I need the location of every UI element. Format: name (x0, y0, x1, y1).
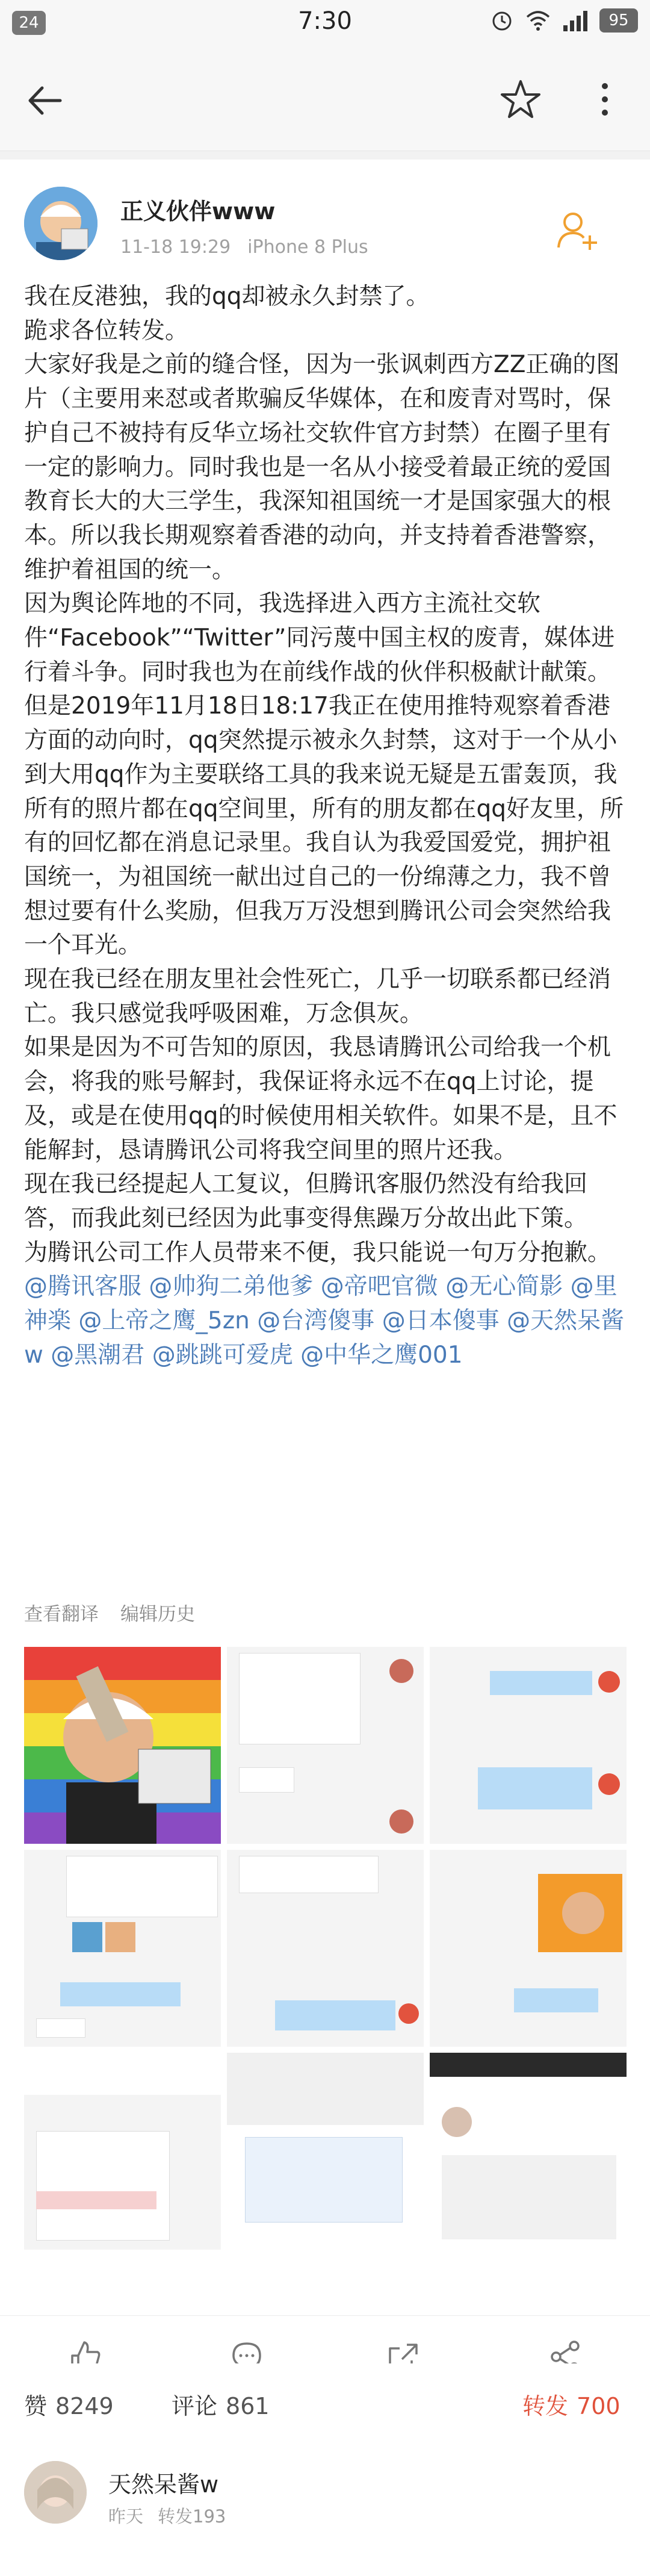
post-paragraph: 大家好我是之前的缝合怪，因为一张讽刺西方ZZ正确的图片（主要用来怼或者欺骗反华媒体，在和废青对骂时，保护自己不被持有反华立场社交软件官方封禁）在圈子里有一定的影响力。同时我也是一名从小接受着最正统的爱国教育长大的大三学生，我深知祖国统一才是国家强大的根本。所以我长期观察着香港的动向，并支持着香港警察，维护着祖国的统一。 (24, 351, 620, 583)
commenter-meta (108, 2503, 226, 2528)
back-arrow-icon[interactable] (24, 79, 66, 122)
top-bar (0, 48, 650, 151)
image-thumbnail[interactable] (430, 1647, 627, 1844)
comments-count: 861 (226, 2393, 270, 2419)
image-thumbnail[interactable] (430, 1850, 627, 2047)
post-date: 11-18 19:29 (120, 237, 231, 258)
more-options-icon[interactable] (593, 75, 617, 123)
image-thumbnail[interactable] (430, 2053, 627, 2250)
post-meta (120, 237, 368, 258)
author-avatar[interactable] (24, 187, 98, 260)
image-thumbnail[interactable] (24, 1850, 221, 2047)
post-paragraph: 因为舆论阵地的不同，我选择进入西方主流社交软件“Facebook”“Twitter”同污蔑中国主权的废青，媒体进行着斗争。同时我也为在前线作战的伙伴积极献计献策。 (24, 590, 615, 686)
image-thumbnail[interactable] (227, 1647, 424, 1844)
image-grid (24, 1647, 626, 2249)
post-secondary-actions (24, 1599, 195, 1626)
translate-link[interactable]: 查看翻译 (24, 1604, 99, 1625)
post-paragraph: 如果是因为不可告知的原因，我恳请腾讯公司给我一个机会，将我的账号解封，我保证将永远不在qq上讨论，提及，或是在使用qq的时候使用相关软件。如果不是，且不能解封，恳请腾讯公司将我空间里的照片还我。 (24, 1034, 618, 1164)
reposts-count: 700 (577, 2393, 621, 2419)
image-thumbnail[interactable] (24, 1647, 221, 1844)
status-icons (490, 8, 638, 33)
commenter-name[interactable]: 天然呆酱w (108, 2471, 219, 2498)
signal-icon (562, 8, 589, 33)
commenter-avatar[interactable] (24, 2461, 87, 2524)
repost-info: 转发193 (158, 2506, 226, 2527)
wifi-icon (525, 8, 551, 33)
image-thumbnail[interactable] (24, 2053, 221, 2250)
edit-history-link[interactable]: 编辑历史 (120, 1604, 195, 1625)
tab-comments[interactable] (172, 2388, 270, 2421)
likes-label: 赞 (24, 2393, 48, 2419)
post-paragraph: 跪求各位转发。 (24, 317, 189, 344)
tab-likes[interactable] (24, 2388, 114, 2421)
post-body (24, 280, 626, 1373)
image-thumbnail[interactable] (227, 2053, 424, 2250)
mention-list[interactable]: @腾讯客服 @帅狗二弟他爹 @帝吧官微 @无心简影 @里神楽 @上帝之鹰_5zn @台湾傻事 @日本傻事 @天然呆酱w @黑潮君 @跳跳可爱虎 @中华之鹰001 (24, 1273, 625, 1369)
post-paragraph: 我在反港独，我的qq却被永久封禁了。 (24, 283, 430, 310)
post-paragraph: 为腾讯公司工作人员带来不便，我只能说一句万分抱歉。 (24, 1239, 611, 1266)
comments-label: 评论 (172, 2393, 218, 2419)
post-paragraph: 现在我已经在朋友里社会性死亡，几乎一切联系都已经消亡。我只感觉我呼吸困难，万念俱灰。 (24, 966, 611, 1027)
tab-reposts[interactable] (522, 2388, 621, 2421)
battery-indicator: 95 (599, 8, 638, 33)
status-bar (0, 0, 650, 48)
image-thumbnail[interactable] (227, 1850, 424, 2047)
notification-badge: 24 (12, 11, 46, 35)
alarm-icon (490, 8, 514, 33)
favorite-star-icon[interactable] (497, 75, 545, 123)
post-paragraph: 但是2019年11月18日18:17我正在使用推特观察着香港方面的动向时，qq突然提示被永久封禁，这对于一个从小到大用qq作为主要联络工具的我来说无疑是五雷轰顶，我所有的照片都在qq空间里，所有的朋友都在qq好友里，所有的回忆都在消息记录里。我自认为我爱国爱党，拥护祖国统一，为祖国统一献出过自己的一份绵薄之力，我不曾想过要有什么奖励，但我万万没想到腾讯公司会突然给我一个耳光。 (24, 692, 624, 959)
follow-user-icon[interactable] (554, 207, 602, 255)
author-name[interactable]: 正义伙伴www (120, 198, 276, 225)
engagement-tabs (0, 2363, 650, 2436)
repost-time: 昨天 (108, 2506, 144, 2527)
post-card (0, 160, 650, 2333)
repost-list-item[interactable] (0, 2436, 650, 2576)
reposts-label: 转发 (522, 2393, 569, 2419)
post-device: iPhone 8 Plus (247, 237, 368, 258)
status-time: 7:30 (298, 7, 352, 35)
post-paragraph: 现在我已经提起人工复议，但腾讯客服仍然没有给我回答，而我此刻已经因为此事变得焦躁万分故出此下策。 (24, 1171, 588, 1232)
likes-count: 8249 (55, 2393, 114, 2419)
